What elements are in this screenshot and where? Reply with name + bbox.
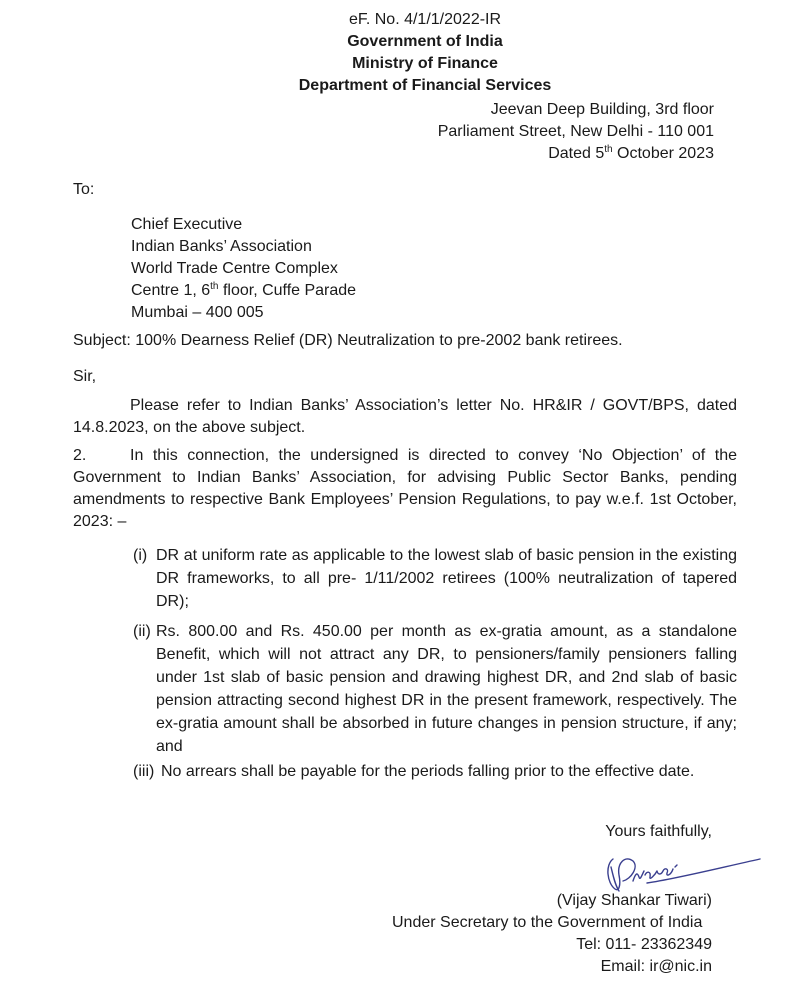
list-item-text: Rs. 800.00 and Rs. 450.00 per month as ex-gratia amount, as a standalone Benefit, which will not attract any DR, to pensioners/family pensioners falling under 1st slab of basic pension and drawing highest DR, and 2nd slab of basic pension attracting second highest DR in the present framework, respectively. The ex-gratia amount shall be absorbed in future changes in pension structure, if any; and bbox=[156, 623, 737, 755]
recipient-line: World Trade Centre Complex bbox=[131, 260, 338, 277]
recipient-line: Indian Banks’ Association bbox=[131, 238, 312, 255]
recipient-line bbox=[131, 281, 356, 301]
closing-phrase: Yours faithfully, bbox=[605, 823, 712, 840]
paragraph-number: 2. bbox=[73, 447, 87, 464]
signatory-telephone: Tel: 011- 23362349 bbox=[576, 936, 712, 953]
date-month-year: October 2023 bbox=[612, 145, 714, 162]
salutation: Sir, bbox=[73, 368, 97, 385]
list-item bbox=[133, 760, 737, 783]
ministry-heading: Ministry of Finance bbox=[352, 55, 498, 72]
floor-ordinal-suffix: th bbox=[210, 281, 219, 292]
office-address-line-2: Parliament Street, New Delhi - 110 001 bbox=[437, 123, 714, 140]
signatory-email: Email: ir@nic.in bbox=[600, 958, 712, 975]
subject-line: Subject: 100% Dearness Relief (DR) Neutralization to pre-2002 bank retirees. bbox=[73, 332, 623, 349]
date-ordinal-suffix: th bbox=[604, 144, 613, 155]
list-item bbox=[133, 620, 737, 758]
paragraph-2 bbox=[73, 445, 737, 533]
office-address-line-1: Jeevan Deep Building, 3rd floor bbox=[490, 101, 714, 118]
handwritten-signature-icon bbox=[595, 845, 765, 895]
signatory-designation: Under Secretary to the Government of India bbox=[392, 914, 703, 931]
paragraph-2-text: In this connection, the undersigned is directed to convey ‘No Objection’ of the Government to Indian Banks’ Association, for advising Public Sector Banks, pending amendments to respective Bank Employees’ Pension Regulations, to pay w.e.f. 1st October, 2023: – bbox=[73, 447, 737, 530]
list-item-text: No arrears shall be payable for the periods falling prior to the effective date. bbox=[161, 763, 695, 780]
list-item-marker: (i) bbox=[133, 547, 148, 564]
list-item bbox=[133, 544, 737, 613]
to-label: To: bbox=[73, 181, 95, 198]
file-reference-number: eF. No. 4/1/1/2022-IR bbox=[348, 11, 502, 28]
recipient-line: Mumbai – 400 005 bbox=[131, 304, 264, 321]
paragraph-1: Please refer to Indian Banks’ Association’s letter No. HR&IR / GOVT/BPS, dated 14.8.2023, on the above subject. bbox=[73, 397, 737, 436]
recipient-line: Chief Executive bbox=[131, 216, 243, 233]
list-item-text: DR at uniform rate as applicable to the lowest slab of basic pension in the existing DR frameworks, to all pre- 1/11/2002 retirees (100% neutralization of tapered DR); bbox=[156, 547, 737, 610]
recipient-line-prefix: Centre 1, 6 bbox=[131, 282, 211, 299]
list-item-marker: (iii) bbox=[133, 763, 155, 780]
recipient-line-suffix: floor, Cuffe Parade bbox=[218, 282, 357, 299]
date-prefix: Dated 5 bbox=[548, 145, 605, 162]
department-heading: Department of Financial Services bbox=[298, 77, 552, 94]
list-item-marker: (ii) bbox=[133, 623, 151, 640]
signatory-name: (Vijay Shankar Tiwari) bbox=[556, 892, 712, 909]
government-heading: Government of India bbox=[347, 33, 503, 50]
letter-date bbox=[548, 144, 714, 164]
